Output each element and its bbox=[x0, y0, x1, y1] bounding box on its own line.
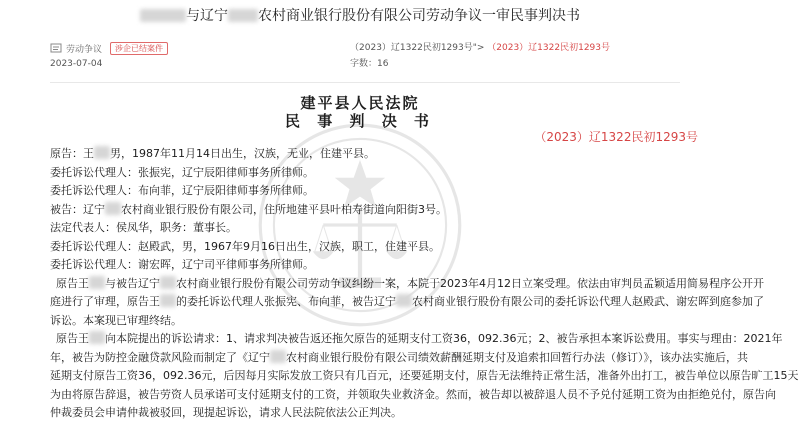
text-line: 原告：王 男，1987年11月14日出生，汉族，无业，住建平县。 bbox=[50, 147, 375, 160]
redacted-text bbox=[89, 276, 105, 289]
text-line: 年，被告为防控金融贷款风险而制定了《辽宁 农村商业银行股份有限公司绩效薪酬延期支付及追索扣回暂行办法（修订）》，该办法实施后，共 bbox=[50, 350, 748, 364]
redacted-text bbox=[105, 202, 121, 215]
text-line: 原告王 与被告辽宁 农村商业银行股份有限公司劳动争议纠纷一案，本院于2023年4月12日立案受理。依法由审判员孟颖适用简易程序公开开 bbox=[56, 276, 764, 290]
text-line: 委托诉讼代理人：张振宪，辽宁辰阳律师事务所律师。 bbox=[50, 165, 314, 179]
text-line: 原告王 向本院提出的诉讼请求：1、请求判决被告返还拖欠原告的延期支付工资36，092.36元；2、被告承担本案诉讼费用。事实与理由：2021年 bbox=[56, 332, 783, 345]
text-line: 仲裁委员会申请仲裁被驳回，现提起诉讼，请求人民法院依法公正判决。 bbox=[50, 406, 402, 419]
redacted-text bbox=[160, 294, 176, 307]
document-icon bbox=[50, 43, 62, 53]
doc-category: 劳动争议 bbox=[66, 44, 103, 55]
court-name: 建平县人民法院 bbox=[300, 94, 420, 112]
case-number: （2023）辽1322民初1293号 bbox=[534, 130, 698, 144]
redacted-text bbox=[89, 331, 105, 344]
publish-date: 2023-07-04 bbox=[50, 59, 103, 69]
text-line: 为由将原告辞退，被告劳资人员承诺可支付延期支付的工资，并领取失业救济金。然而，被告却以被辞退人员不予兑付延期工资为由拒绝兑付，原告向 bbox=[50, 387, 776, 401]
meta-right bbox=[350, 40, 610, 72]
text-line: 委托诉讼代理人：布向菲，辽宁辰阳律师事务所律师。 bbox=[50, 184, 314, 197]
text-line: 委托诉讼代理人：谢宏晖，辽宁司平律师事务所律师。 bbox=[50, 258, 314, 271]
title-part-1: 与辽宁 bbox=[186, 8, 228, 24]
redacted-name bbox=[140, 9, 186, 22]
redacted-text bbox=[94, 146, 110, 159]
text-line: 庭进行了审理，原告王 的委托诉讼代理人张振宪、布向菲，被告辽宁 农村商业银行股份有限公司的委托诉讼代理人赵殿武、谢宏晖到庭参加了 bbox=[50, 295, 764, 308]
text-line: 被告：辽宁 农村商业银行股份有限公司，住所地建平县叶柏寿街道向阳街3号。 bbox=[50, 202, 447, 216]
case-number-link[interactable]: （2023）辽1322民初1293号 bbox=[487, 43, 610, 53]
meta-left bbox=[50, 40, 168, 72]
word-count: 16 bbox=[377, 59, 389, 69]
document-type: 民 事 判 决 书 bbox=[285, 112, 435, 130]
text-line: 委托诉讼代理人：赵殿武，男，1967年9月16日出生，汉族，职工，住建平县。 bbox=[50, 239, 440, 253]
redacted-county bbox=[228, 9, 258, 22]
closed-case-tag[interactable]: 涉企已结案件 bbox=[110, 42, 168, 55]
redacted-text bbox=[160, 276, 176, 289]
page-title bbox=[0, 5, 720, 25]
text-line: 诉讼。本案现已审理终结。 bbox=[50, 313, 182, 327]
redacted-text bbox=[270, 350, 286, 363]
divider bbox=[50, 82, 680, 83]
redacted-text bbox=[396, 294, 412, 307]
text-line: 延期支付原告工资36，092.36元，后因每月实际发放工资只有几百元，还要延期支付，原告无法维持正常生活，准备外出打工，被告单位以原告旷工15天 bbox=[50, 369, 798, 382]
title-part-2: 农村商业银行股份有限公司劳动争议一审民事判决书 bbox=[258, 8, 580, 24]
word-count-label: 字数： bbox=[350, 59, 378, 69]
case-number-ref: （2023）辽1322民初1293号"> bbox=[350, 43, 488, 53]
text-line: 法定代表人：侯凤华，职务：董事长。 bbox=[50, 221, 237, 234]
judgment-body bbox=[50, 145, 798, 423]
